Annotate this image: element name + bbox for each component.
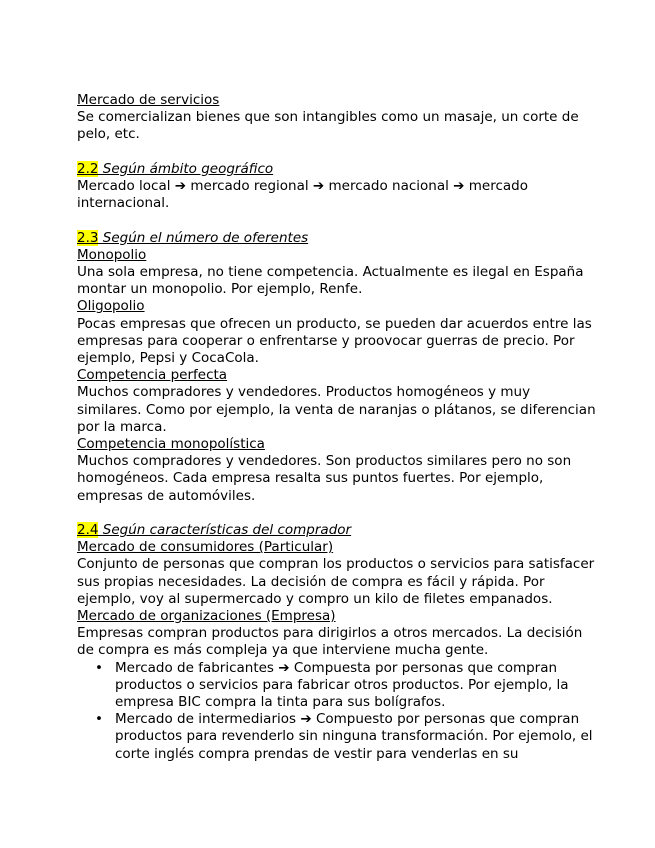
list-item: • Mercado de intermediarios ➔ Compuesto por personas que compran productos para revenderlo sin ninguna transformación. Por ejemolo, el corte inglés compra prendas de vestir para venderlas en su [115,711,597,763]
section-2-2-text: Mercado local ➔ mercado regional ➔ mercado nacional ➔ mercado internacional. [77,178,529,212]
section-2-4-heading [77,522,597,539]
servicios-block [77,92,597,144]
section-2-3 [77,230,597,505]
competencia-monopolistica-text: Muchos compradores y vendedores. Son productos similares pero no son homogéneos. Cada empresa resalta sus puntos fuertes. Por ejemplo, empresas de automóviles. [77,453,572,504]
competencia-perfecta-text: Muchos compradores y vendedores. Productos homogéneos y muy similares. Como por ejemplo, la venta de naranjas o plátanos, se diferencian por la marca. [77,384,596,435]
servicios-title: Mercado de servicios [77,92,220,108]
monopolio-text: Una sola empresa, no tiene competencia. Actualmente es ilegal en España montar un monopolio. Por ejemplo, Renfe. [77,264,584,298]
monopolio-title: Monopolio [77,246,147,263]
section-2-2-heading [77,161,597,178]
section-2-2 [77,161,597,213]
organizaciones-list [77,660,597,763]
list-item: • Mercado de fabricantes ➔ Compuesta por personas que compran productos o servicios para fabricar otros productos. Por ejemplo, la empresa BIC compra la tinta para sus bolígrafos. [115,660,597,712]
consumidores-text: Conjunto de personas que compran los productos o servicios para satisfacer sus propias necesidades. La decisión de compra es fácil y rápida. Por ejemplo, voy al supermercado y compro un kilo de filetes empanados. [77,556,595,607]
consumidores-title: Mercado de consumidores (Particular) [77,539,334,556]
organizaciones-text: Empresas compran productos para dirigirlos a otros mercados. La decisión de compra es más compleja ya que interviene mucha gente. [77,625,583,659]
oligopolio-title: Oligopolio [77,298,145,315]
section-2-4-title: Según características del comprador [98,522,352,539]
section-2-2-number: 2.2 [77,160,99,177]
oligopolio-text: Pocas empresas que ofrecen un producto, se pueden dar acuerdos entre las empresas para cooperar o enfrentarse y proovocar guerras de precio. Por ejemplo, Pepsi y CocaCola. [77,315,592,367]
section-2-3-number: 2.3 [77,229,99,246]
document-page [77,92,597,763]
spacer [77,144,597,161]
competencia-monopolistica-title: Competencia monopolística [77,436,265,453]
spacer [77,212,597,229]
competencia-perfecta-title: Competencia perfecta [77,367,228,384]
servicios-text: Se comercializan bienes que son intangibles como un masaje, un corte de pelo, etc. [77,109,579,143]
organizaciones-title: Mercado de organizaciones (Empresa) [77,608,336,625]
section-2-4-number: 2.4 [77,522,99,539]
section-2-3-heading [77,230,597,247]
section-2-2-title: Según ámbito geográfico [98,160,274,177]
spacer [77,505,597,522]
section-2-4 [77,522,597,763]
section-2-3-title: Según el número de oferentes [98,229,309,246]
